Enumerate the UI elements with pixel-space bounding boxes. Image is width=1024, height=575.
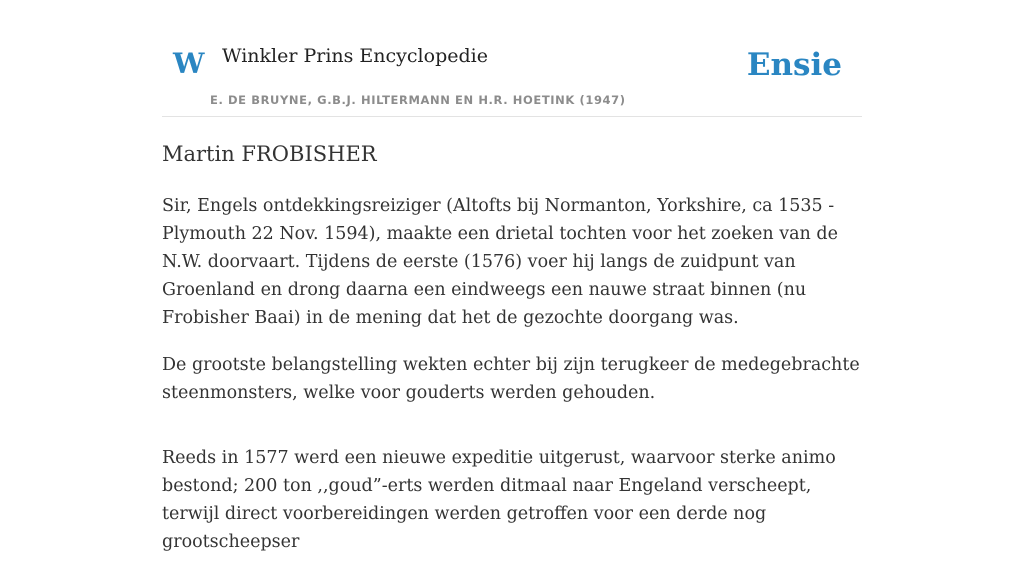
site-logo[interactable]: W	[173, 47, 205, 80]
article-title: Martin FROBISHER	[162, 142, 377, 166]
site-header	[162, 0, 862, 117]
article-paragraph: Reeds in 1577 werd een nieuwe expeditie uitgerust, waarvoor sterke animo bestond; 200 ton ,,goud”-erts werden ditmaal naar Engeland verscheept, terwijl direct voorbereidingen werden getroffen voor een derde nog grootscheepser	[162, 448, 836, 552]
article-paragraph: De grootste belangstelling wekten echter bij zijn terugkeer de medegebrachte steenmonsters, welke voor gouderts werden gehouden.	[162, 355, 860, 403]
article-body	[162, 192, 862, 575]
site-title[interactable]: Winkler Prins Encyclopedie	[222, 45, 488, 67]
authors-line: E. DE BRUYNE, G.B.J. HILTERMANN EN H.R. HOETINK (1947)	[210, 93, 626, 107]
brand-logo[interactable]: Ensie	[746, 47, 842, 83]
article-paragraph: Sir, Engels ontdekkingsreiziger (Altofts bij Normanton, Yorkshire, ca 1535 - Plymouth 22 Nov. 1594), maakte een drietal tochten voor het zoeken van de N.W. doorvaart. Tijdens de eerste (1576) voer hij langs de zuidpunt van Groenland en drong daarna een eindweegs een nauwe straat binnen (nu Frobisher Baai) in de mening dat het de gezochte doorgang was.	[162, 196, 838, 328]
